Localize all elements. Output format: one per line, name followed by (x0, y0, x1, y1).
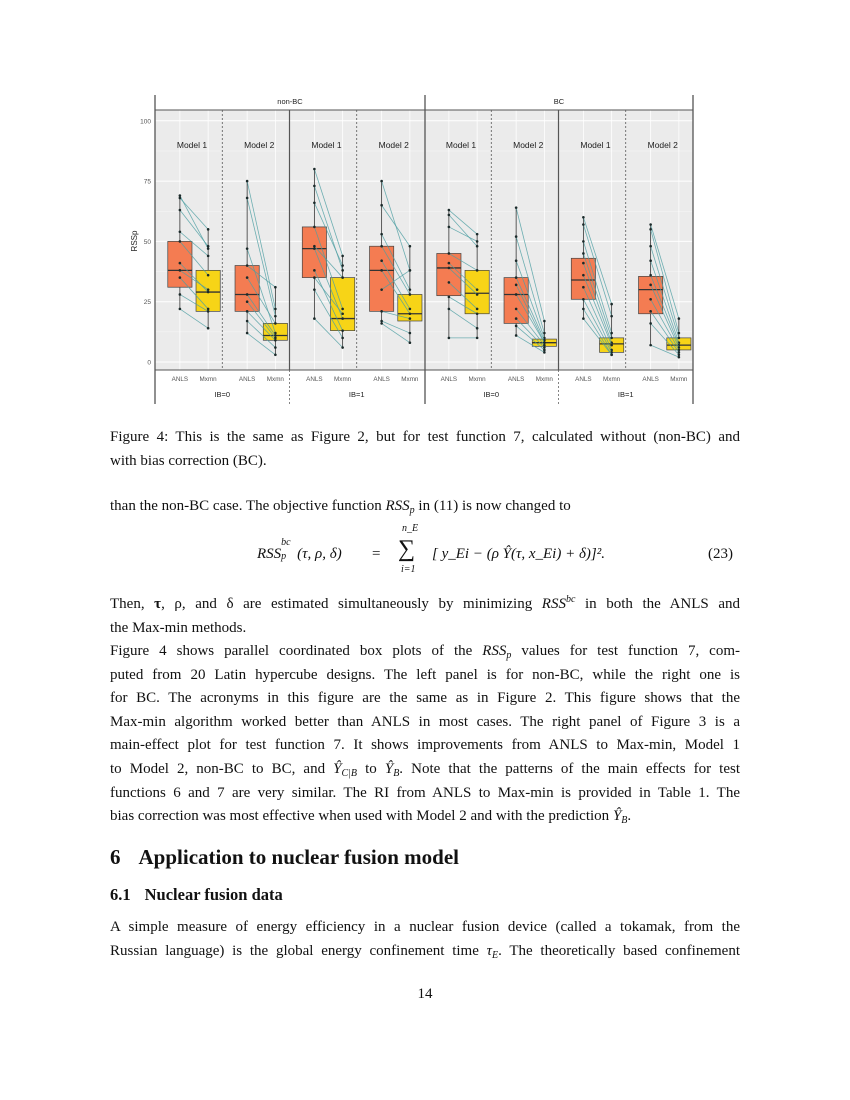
data-point-mxmn (274, 353, 277, 356)
text-segment: Figure 4: This is the same as Figure 2, but for test function 7, calculated without (non-BC) and (110, 429, 740, 445)
data-point-anls (515, 325, 518, 328)
data-point-mxmn (476, 233, 479, 236)
data-point-anls (313, 276, 316, 279)
panel-background (155, 110, 693, 370)
text-line (110, 736, 740, 755)
data-point-anls (448, 252, 451, 255)
data-point-anls (313, 202, 316, 205)
data-point-anls (582, 274, 585, 277)
data-point-anls (582, 317, 585, 320)
y-axis-label: RSSp (130, 230, 139, 252)
data-point-mxmn (341, 329, 344, 332)
data-point-anls (448, 262, 451, 265)
data-point-anls (515, 334, 518, 337)
bottom-strip-label: IB=0 (214, 390, 231, 399)
text-line (110, 619, 740, 638)
data-point-mxmn (409, 245, 412, 248)
text-segment: Max-min algorithm worked better than ANLS in most cases. The right panel of Figure 3 is a (110, 713, 740, 730)
math-segment: p (409, 505, 415, 516)
data-point-mxmn (476, 337, 479, 340)
text-line (110, 595, 740, 614)
text-line (110, 497, 740, 516)
data-point-anls (448, 281, 451, 284)
data-point-anls (582, 216, 585, 219)
data-point-anls (246, 310, 249, 313)
text-line (110, 428, 740, 447)
page-number: 14 (417, 986, 433, 1002)
data-point-mxmn (409, 308, 412, 311)
box-anls (437, 253, 461, 295)
data-point-mxmn (678, 356, 681, 359)
model-label: Model 2 (513, 140, 544, 150)
data-point-mxmn (207, 288, 210, 291)
data-point-anls (313, 247, 316, 250)
text-segment: values for test function 7, com- (511, 643, 740, 659)
text-line (110, 452, 740, 471)
data-point-anls (380, 322, 383, 325)
data-point-mxmn (341, 312, 344, 315)
data-point-anls (380, 259, 383, 262)
x-tick-label: ANLS (507, 376, 525, 383)
text-segment: in both the ANLS and (575, 596, 740, 612)
data-point-mxmn (610, 315, 613, 318)
data-point-mxmn (341, 255, 344, 258)
data-point-anls (515, 276, 518, 279)
text-segment: . Note that the patterns of the main effects for test (399, 761, 741, 777)
data-point-anls (246, 247, 249, 250)
data-point-anls (246, 197, 249, 200)
data-point-anls (582, 298, 585, 301)
data-point-mxmn (476, 288, 479, 291)
data-point-anls (515, 206, 518, 209)
data-point-anls (246, 332, 249, 335)
y-tick-label: 50 (143, 238, 151, 246)
eq-lhs-sub: p (281, 551, 287, 562)
data-point-mxmn (341, 276, 344, 279)
data-point-anls (179, 230, 182, 233)
x-tick-label: ANLS (306, 376, 323, 383)
data-point-mxmn (476, 269, 479, 272)
x-tick-label: Mxmn (401, 376, 419, 383)
bottom-strip-label: IB=1 (348, 390, 365, 399)
data-point-anls (179, 262, 182, 265)
text-line (110, 666, 740, 685)
data-point-anls (448, 337, 451, 340)
x-tick-label: ANLS (238, 376, 256, 383)
data-point-anls (649, 274, 652, 277)
data-point-mxmn (274, 315, 277, 318)
text-segment: to (357, 761, 385, 777)
data-point-anls (448, 209, 451, 212)
eq-number: (23) (708, 546, 733, 562)
data-point-mxmn (409, 317, 412, 320)
x-tick-label: Mxmn (603, 376, 621, 383)
model-label: Model 1 (580, 140, 611, 150)
data-point-anls (313, 226, 316, 229)
x-tick-label: ANLS (171, 376, 189, 383)
data-point-anls (515, 317, 518, 320)
model-label: Model 2 (244, 140, 275, 150)
data-point-anls (313, 269, 316, 272)
data-point-mxmn (207, 274, 210, 277)
data-point-anls (448, 308, 451, 311)
data-point-mxmn (476, 312, 479, 315)
data-point-mxmn (207, 310, 210, 313)
data-point-anls (179, 240, 182, 243)
box-anls (639, 276, 663, 313)
x-tick-label: Mxmn (535, 376, 553, 383)
data-point-anls (380, 269, 383, 272)
data-point-anls (649, 228, 652, 231)
data-point-mxmn (274, 308, 277, 311)
eq-sum-lower: i=1 (401, 564, 416, 575)
math-segment: Ŷ (384, 761, 394, 777)
math-segment: B (393, 768, 400, 779)
data-point-mxmn (207, 255, 210, 258)
data-point-anls (515, 259, 518, 262)
equation-lhs (257, 537, 342, 563)
subsection-number: 6.1 (110, 885, 131, 904)
data-point-anls (582, 223, 585, 226)
data-point-mxmn (341, 308, 344, 311)
math-segment: RSS (541, 596, 566, 612)
text-segment: than the non-BC case. The objective function (110, 498, 386, 514)
text-segment: Figure 4 shows parallel coordinated box plots of the (110, 643, 483, 659)
y-tick-label: 25 (143, 299, 151, 307)
data-point-mxmn (610, 353, 613, 356)
data-point-mxmn (341, 269, 344, 272)
data-point-mxmn (610, 337, 613, 340)
data-point-anls (448, 296, 451, 299)
data-point-mxmn (678, 353, 681, 356)
data-point-mxmn (409, 288, 412, 291)
math-segment: τ (154, 596, 162, 612)
data-point-anls (179, 269, 182, 272)
data-point-mxmn (409, 341, 412, 344)
math-segment: bc (565, 594, 576, 605)
text-segment: functions 6 and 7 are very similar. The RI from ANLS to Max-min is provided in Table 1. The (110, 784, 740, 801)
data-point-anls (582, 262, 585, 265)
eq-lhs-sup: bc (281, 537, 291, 548)
data-point-mxmn (274, 339, 277, 342)
data-point-anls (448, 214, 451, 217)
data-point-mxmn (207, 308, 210, 311)
math-segment: Ŷ (612, 808, 622, 825)
data-point-anls (649, 259, 652, 262)
data-point-mxmn (409, 269, 412, 272)
data-point-anls (649, 223, 652, 226)
data-point-mxmn (476, 245, 479, 248)
y-tick-label: 100 (140, 118, 151, 126)
data-point-anls (515, 284, 518, 287)
data-point-anls (649, 322, 652, 325)
data-point-anls (582, 286, 585, 289)
data-point-anls (313, 245, 316, 248)
section-title: Application to nuclear fusion model (138, 845, 459, 869)
text-segment: to Model 2, non-BC to BC, and (110, 761, 334, 777)
x-tick-label: ANLS (373, 376, 390, 383)
data-point-mxmn (476, 327, 479, 330)
text-segment: bias correction was most effective when used with Model 2 and with the prediction (110, 808, 613, 825)
top-strip-label: BC (553, 97, 565, 106)
math-segment: E (492, 949, 499, 961)
data-point-anls (649, 310, 652, 313)
data-point-anls (448, 267, 451, 270)
math-segment: C|B (341, 768, 358, 779)
x-tick-label: ANLS (440, 376, 458, 383)
eq-lhs-args: (τ, ρ, δ) (297, 546, 342, 562)
text-segment: . (627, 808, 632, 825)
text-line (110, 760, 740, 779)
text-line (110, 918, 740, 937)
data-point-anls (380, 245, 383, 248)
model-label: Model 1 (311, 140, 342, 150)
text-segment: in (11) is now changed to (414, 498, 571, 514)
data-point-mxmn (678, 317, 681, 320)
text-segment: main-effect plot for test function 7. It shows improvements from ANLS to Max-min, Model 1 (110, 737, 740, 754)
math-segment: τ (486, 942, 492, 959)
data-point-anls (380, 233, 383, 236)
text-line (110, 689, 740, 708)
data-point-anls (179, 194, 182, 197)
data-point-mxmn (409, 312, 412, 315)
data-point-anls (313, 168, 316, 171)
data-point-anls (380, 288, 383, 291)
subsection-heading (110, 885, 283, 905)
x-tick-label: ANLS (575, 376, 592, 383)
figure-4-boxplot-chart (110, 90, 710, 410)
data-point-anls (246, 276, 249, 279)
math-segment: B (621, 815, 628, 827)
math-segment: Ŷ (333, 761, 342, 777)
data-point-mxmn (274, 346, 277, 349)
bottom-strip-label: IB=0 (483, 390, 500, 399)
math-segment: RSS (482, 643, 507, 659)
text-line (110, 807, 740, 826)
text-segment: A simple measure of energy efficiency in a nuclear fusion device (called a tokamak, from the (110, 919, 740, 935)
data-point-mxmn (476, 240, 479, 243)
data-point-mxmn (274, 322, 277, 325)
data-point-mxmn (543, 346, 546, 349)
data-point-mxmn (543, 351, 546, 354)
data-point-mxmn (274, 286, 277, 289)
data-point-anls (179, 308, 182, 311)
data-point-anls (246, 300, 249, 303)
data-point-anls (448, 226, 451, 229)
x-tick-label: ANLS (642, 376, 659, 383)
data-point-mxmn (409, 332, 412, 335)
data-point-anls (179, 197, 182, 200)
data-point-mxmn (409, 293, 412, 296)
text-line (110, 642, 740, 661)
x-tick-label: Mxmn (334, 376, 352, 383)
data-point-anls (582, 252, 585, 255)
data-point-mxmn (341, 346, 344, 349)
data-point-anls (313, 288, 316, 291)
x-tick-label: Mxmn (266, 376, 284, 383)
data-point-mxmn (207, 327, 210, 330)
data-point-anls (515, 308, 518, 311)
section-heading (110, 845, 459, 869)
data-point-mxmn (341, 317, 344, 320)
model-label: Model 2 (647, 140, 678, 150)
eq-rhs: [ y_Ei − (ρ Ŷ(τ, x_Ei) + δ)]². (432, 546, 606, 562)
data-point-anls (649, 245, 652, 248)
data-point-anls (380, 310, 383, 313)
x-tick-label: Mxmn (670, 376, 688, 383)
text-line (110, 942, 740, 961)
bottom-strip-label: IB=1 (617, 390, 634, 399)
x-tick-label: Mxmn (468, 376, 486, 383)
y-tick-label: 75 (143, 178, 151, 186)
data-point-mxmn (476, 308, 479, 311)
data-point-anls (582, 240, 585, 243)
eq-equals: = (372, 546, 381, 562)
data-point-mxmn (207, 247, 210, 250)
data-point-mxmn (207, 291, 210, 294)
data-point-anls (380, 180, 383, 183)
data-point-mxmn (476, 293, 479, 296)
top-strip-label: non-BC (277, 97, 303, 106)
text-segment: , ρ, and δ are estimated simultaneously by minimizing (161, 596, 542, 612)
text-segment: Then, (110, 596, 155, 612)
model-label: Model 1 (176, 140, 208, 150)
data-point-mxmn (543, 349, 546, 352)
model-label: Model 1 (445, 140, 477, 150)
data-point-mxmn (341, 337, 344, 340)
data-point-anls (582, 308, 585, 311)
data-point-anls (246, 180, 249, 183)
text-segment: Russian language) is the global energy confinement time (110, 942, 487, 959)
eq-lhs-rss: RSS (257, 546, 282, 562)
text-segment: for BC. The acronyms in this figure are the same as in Figure 2. This figure shows that the (110, 690, 740, 707)
data-point-mxmn (207, 245, 210, 248)
data-point-mxmn (543, 332, 546, 335)
model-label: Model 2 (378, 140, 409, 150)
math-segment: RSS (385, 498, 410, 514)
box-mxmn (465, 270, 489, 313)
data-point-mxmn (207, 228, 210, 231)
x-tick-label: Mxmn (199, 376, 217, 383)
data-point-anls (515, 293, 518, 296)
eq-sum-sign: ∑ (398, 536, 416, 562)
data-point-anls (179, 209, 182, 212)
section-number: 6 (110, 845, 121, 869)
data-point-anls (649, 344, 652, 347)
data-point-mxmn (678, 337, 681, 340)
text-segment: with bias correction (BC). (110, 452, 267, 469)
text-line (110, 784, 740, 803)
data-point-anls (313, 185, 316, 188)
data-point-mxmn (543, 320, 546, 323)
data-point-anls (649, 298, 652, 301)
data-point-anls (380, 204, 383, 207)
eq-sum-upper: n_E (402, 523, 419, 534)
text-segment: the Max-min methods. (110, 619, 247, 636)
data-point-anls (179, 293, 182, 296)
data-point-anls (246, 320, 249, 323)
box-anls (370, 246, 394, 311)
data-point-anls (246, 293, 249, 296)
data-point-mxmn (610, 344, 613, 347)
data-point-mxmn (610, 303, 613, 306)
data-point-anls (246, 264, 249, 267)
data-point-anls (380, 320, 383, 323)
subsection-title: Nuclear fusion data (144, 885, 283, 904)
math-segment: p (506, 650, 512, 661)
data-point-anls (515, 235, 518, 238)
text-segment: . The theoretically based confinement (498, 942, 740, 959)
data-point-anls (313, 317, 316, 320)
text-line (110, 713, 740, 732)
data-point-mxmn (341, 264, 344, 267)
data-point-anls (649, 284, 652, 287)
text-segment: puted from 20 Latin hypercube designs. The left panel is for non-BC, while the right one is (110, 666, 740, 683)
y-tick-label: 0 (147, 359, 151, 367)
data-point-anls (179, 276, 182, 279)
